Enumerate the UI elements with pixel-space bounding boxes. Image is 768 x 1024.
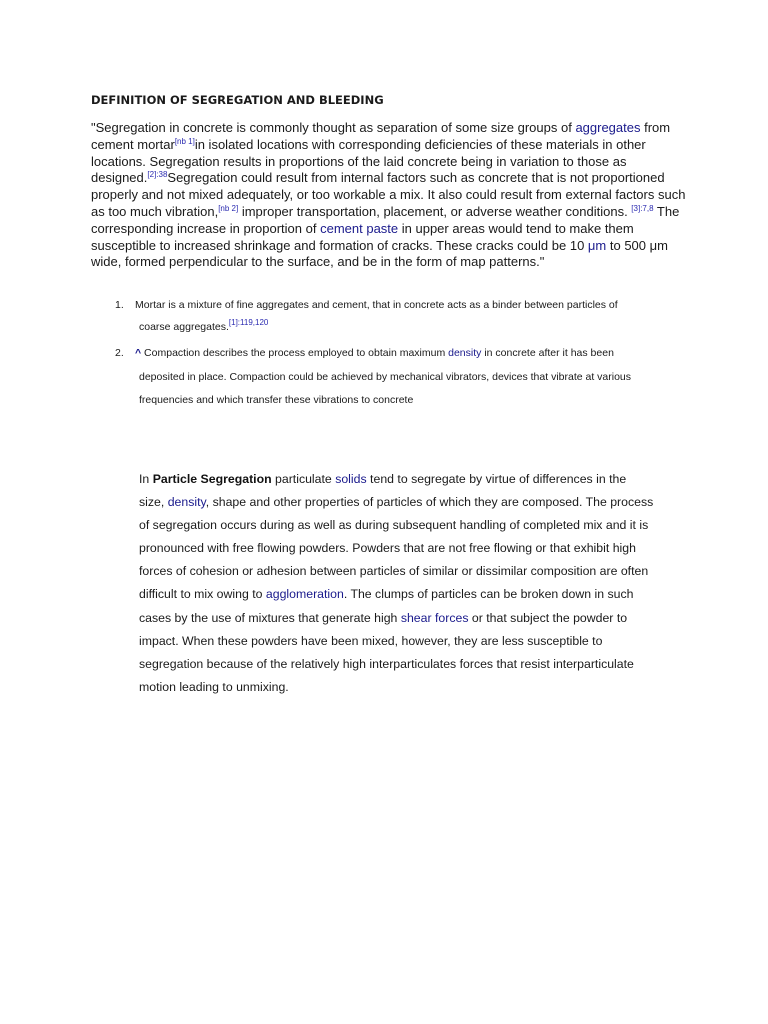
citation-1[interactable]: [1]:119,120	[228, 318, 269, 327]
quote-block	[91, 120, 686, 271]
citation-ref[interactable]	[229, 318, 268, 327]
text: Compaction describes the process employed to obtain maximum	[141, 347, 449, 359]
quote-line: wide, formed perpendicular to the surface, and be in the form of map patterns."	[91, 254, 545, 270]
link-cement-paste[interactable]: cement paste	[320, 220, 399, 236]
text: from	[640, 120, 671, 135]
paragraph-line	[139, 495, 653, 509]
paragraph-line: of segregation occurs during as well as during subsequent handling of completed mix and it is	[139, 518, 649, 532]
text: as too much vibration,	[91, 203, 219, 219]
footnote-ref[interactable]	[175, 137, 195, 146]
text: or that subject the powder to	[468, 611, 628, 625]
quote-line	[91, 221, 681, 238]
bold-term: Particle Segregation	[152, 472, 272, 486]
text: Segregation could result from internal factors such as concrete that is not proportioned	[167, 170, 665, 186]
link-shear-forces[interactable]: shear forces	[400, 611, 469, 625]
text: susceptible to increased shrinkage and formation of cracks. These cracks could be 10	[91, 237, 588, 253]
citation-ref[interactable]	[631, 204, 653, 213]
text: tend to segregate by virtue of differences in the	[366, 472, 627, 486]
text: In	[139, 472, 153, 486]
text: difficult to mix owing to	[139, 587, 266, 601]
footnote-nb1[interactable]: [nb 1]	[174, 136, 195, 146]
text: The	[653, 203, 680, 219]
footnote-nb2[interactable]: [nb 2]	[218, 203, 239, 213]
text: particulate	[271, 472, 336, 486]
paragraph-line: motion leading to unmixing.	[139, 680, 289, 694]
quote-line	[91, 137, 681, 154]
text: , shape and other properties of particles of which they are composed. The process	[205, 495, 654, 509]
quote-line: locations. Segregation results in proportions of the laid concrete being in variation to those as	[91, 153, 627, 169]
quote-line	[91, 204, 681, 221]
text: cement mortar	[91, 136, 175, 152]
citation-2[interactable]: [2]:38	[147, 170, 168, 180]
page-title: DEFINITION OF SEGREGATION AND BLEEDING	[91, 93, 384, 107]
paragraph-line: impact. When these powders have been mixed, however, they are less susceptible to	[139, 634, 603, 648]
text: in upper areas would tend to make them	[398, 220, 634, 236]
link-density-2[interactable]: density	[167, 495, 206, 509]
footnote-text: frequencies and which transfer these vibrations to concrete	[139, 394, 414, 406]
footnote-ref[interactable]	[218, 204, 238, 213]
citation-3[interactable]: [3]:7,8	[631, 203, 654, 213]
link-agglomeration[interactable]: agglomeration	[265, 587, 344, 601]
text: in concrete after it has been	[481, 347, 614, 359]
link-density[interactable]: density	[448, 347, 482, 359]
text: "Segregation in concrete is commonly thought as separation of some size groups of	[91, 120, 576, 135]
paragraph-line	[139, 472, 626, 486]
quote-line	[91, 170, 681, 187]
text: corresponding increase in proportion of	[91, 220, 321, 236]
text: to 500 μm	[606, 237, 668, 253]
link-micrometre[interactable]: μm	[587, 237, 607, 253]
paragraph-line: forces of cohesion or adhesion between particles of similar or dissimilar composition are often	[139, 564, 649, 578]
text: coarse aggregates.	[139, 321, 229, 333]
footnote-number: 1.	[115, 299, 124, 311]
footnote-text	[135, 347, 614, 359]
paragraph-line: pronounced with free flowing powders. Powders that are not free flowing or that exhibit high	[139, 541, 636, 555]
text: . The clumps of particles can be broken down in such	[343, 587, 634, 601]
footnote-text	[139, 318, 269, 333]
citation-ref[interactable]	[147, 170, 167, 179]
text: improper transportation, placement, or adverse weather conditions.	[238, 203, 632, 219]
footnote-text: deposited in place. Compaction could be achieved by mechanical vibrators, devices that vibrate at various	[139, 371, 632, 383]
paragraph-line: segregation because of the relatively high interparticulates forces that resist interparticulate	[139, 657, 634, 671]
text: cases by the use of mixtures that generate high	[139, 611, 401, 625]
quote-line	[91, 238, 681, 255]
text: size,	[139, 495, 168, 509]
back-link-caret[interactable]: ^	[135, 347, 142, 359]
paragraph-line	[139, 587, 633, 601]
quote-line: properly and not mixed adequately, or too workable a mix. It also could result from external factors such	[91, 187, 686, 203]
footnote-text: Mortar is a mixture of fine aggregates and cement, that in concrete acts as a binder between particles of	[135, 299, 618, 311]
text: in isolated locations with corresponding deficiencies of these materials in other	[194, 136, 646, 152]
link-solids[interactable]: solids	[335, 472, 367, 486]
quote-line	[91, 120, 681, 137]
footnote-number: 2.	[115, 347, 124, 359]
text: designed.	[91, 170, 148, 186]
paragraph-line	[139, 611, 627, 625]
link-aggregates[interactable]: aggregates	[575, 120, 641, 135]
